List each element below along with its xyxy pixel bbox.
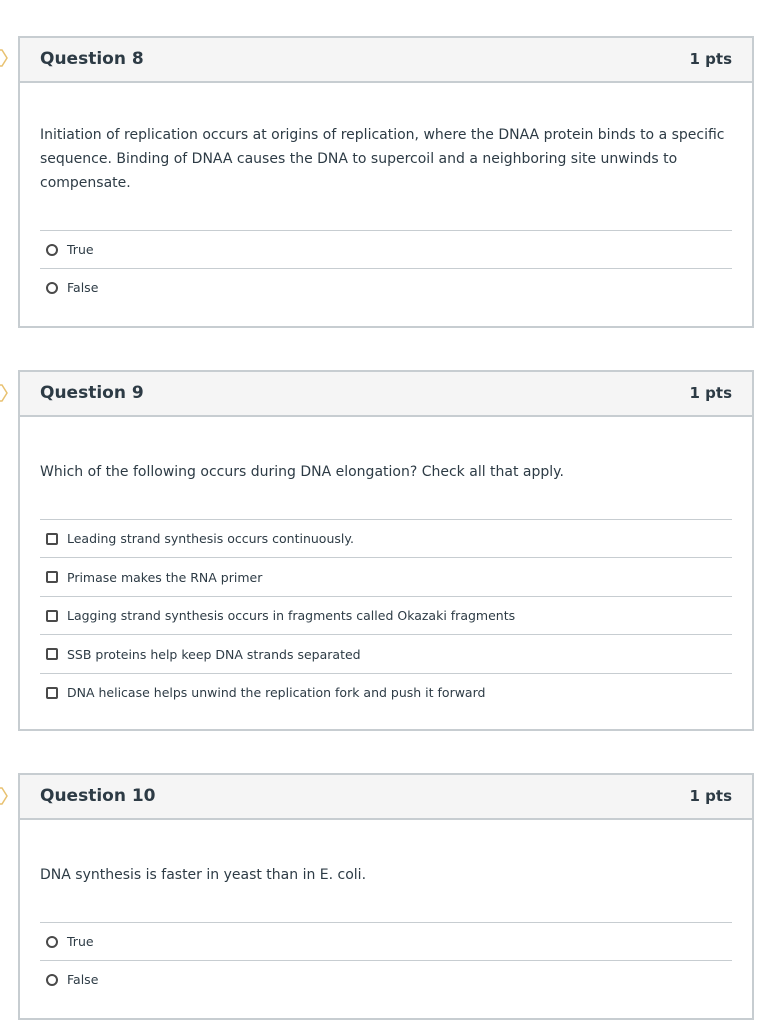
- question-title: Question 10: [40, 786, 156, 806]
- answer-option[interactable]: [40, 519, 732, 557]
- question-header: [20, 775, 752, 820]
- answer-label: Lagging strand synthesis occurs in fragments called Okazaki fragments: [67, 608, 516, 623]
- answer-label: False: [67, 972, 99, 987]
- radio-button[interactable]: [46, 974, 58, 986]
- question-card: [18, 773, 754, 1020]
- answer-list: [40, 519, 732, 711]
- question-points: 1 pts: [689, 384, 732, 402]
- checkbox[interactable]: [46, 533, 58, 545]
- answer-option[interactable]: [40, 922, 732, 960]
- answer-option[interactable]: [40, 268, 732, 306]
- question-header: [20, 372, 752, 417]
- answer-label: False: [67, 280, 99, 295]
- question-header: [20, 38, 752, 83]
- question-text: Which of the following occurs during DNA elongation? Check all that apply.: [40, 464, 564, 480]
- answer-option[interactable]: [40, 596, 732, 634]
- answer-option[interactable]: [40, 960, 732, 998]
- radio-button[interactable]: [46, 244, 58, 256]
- checkbox[interactable]: [46, 648, 58, 660]
- question-points: 1 pts: [689, 50, 732, 68]
- checkbox[interactable]: [46, 571, 58, 583]
- answer-label: SSB proteins help keep DNA strands separated: [67, 646, 361, 662]
- question-card: [18, 370, 754, 731]
- question-text: Initiation of replication occurs at origins of replication, where the DNAA protein binds to a specific sequence. Binding of DNAA causes the DNA to supercoil and a neighboring site unwinds to compensate.: [40, 127, 725, 191]
- question-card: [18, 36, 754, 328]
- question-text: DNA synthesis is faster in yeast than in E. coli.: [40, 867, 367, 883]
- answer-label: DNA helicase helps unwind the replication fork and push it forward: [67, 685, 486, 700]
- radio-button[interactable]: [46, 936, 58, 948]
- answer-label: True: [67, 934, 94, 949]
- answer-label: Primase makes the RNA primer: [67, 569, 263, 585]
- answer-option[interactable]: [40, 230, 732, 268]
- checkbox[interactable]: [46, 687, 58, 699]
- radio-button[interactable]: [46, 282, 58, 294]
- answer-label: Leading strand synthesis occurs continuously.: [67, 531, 354, 546]
- answer-list: [40, 922, 732, 998]
- question-title: Question 8: [40, 49, 144, 69]
- answer-option[interactable]: [40, 557, 732, 596]
- question-title: Question 9: [40, 383, 144, 403]
- checkbox[interactable]: [46, 610, 58, 622]
- answer-label: True: [67, 242, 94, 257]
- flag-question-icon[interactable]: [0, 49, 8, 67]
- flag-question-icon[interactable]: [0, 384, 8, 402]
- question-points: 1 pts: [689, 787, 732, 805]
- answer-option[interactable]: [40, 634, 732, 673]
- answer-option[interactable]: [40, 673, 732, 711]
- flag-question-icon[interactable]: [0, 787, 8, 805]
- answer-list: [40, 230, 732, 306]
